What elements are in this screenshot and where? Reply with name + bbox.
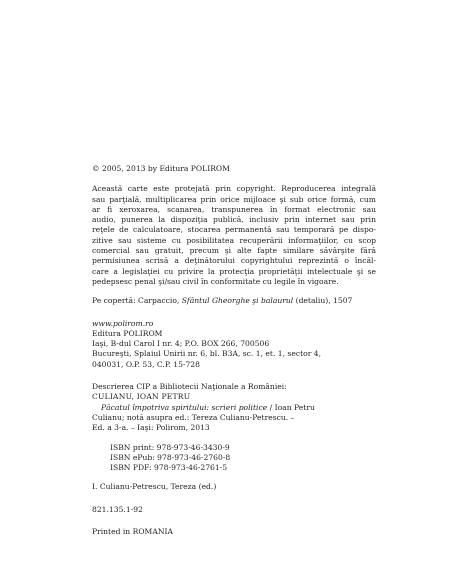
cip-line: Ed. a 3-a. – Iaşi: Polirom, 2013 [92,423,210,433]
protection-line: ar fi xeroxarea, scanarea, transpunerea în format electronic sau [92,204,376,214]
cip-title: Păcatul împotriva spiritului: scrieri politice [101,402,268,412]
publisher-website-link[interactable]: www.polirom.ro [92,318,154,328]
printed-in: Printed in ROMANIA [92,527,173,537]
copyright-text-block [92,164,376,537]
protection-line: Această carte este protejată prin copyright. Reproducerea integrală [92,184,376,194]
protection-line: audio, punerea la dispoziţia publică, inclusiv prin internet sau prin [92,215,376,225]
publisher-name: Editura POLIROM [92,328,163,338]
cip-title-rest: / Ioan Petru [267,402,315,412]
protection-line: sau parţială, multiplicarea prin orice mijloace şi sub orice formă, cum [92,194,376,204]
protection-line: reţele de calculatoare, stocarea permanentă sau temporară pe dispo- [92,225,376,235]
isbn-epub: ISBN ePub: 978-973-46-2760-8 [110,452,231,462]
cip-line: Culianu; notă asupra ed.: Tereza Culianu-Petrescu. – [92,412,295,422]
publisher-info [92,319,376,370]
publisher-address-line: Bucureşti, Splaiul Unirii nr. 6, bl. B3A, sc. 1, et. 1, sector 4, [92,349,321,359]
cip-author: CULIANU, IOAN PETRU [92,392,191,402]
cover-credit-prefix: Pe copertă: Carpaccio, [92,296,182,306]
cip-title-line [92,403,376,413]
cip-description [92,382,376,515]
publisher-address-line: Iaşi, B-dul Carol I nr. 4; P.O. BOX 266, 700506 [92,339,270,349]
protection-line: care a legislaţiei cu privire la protecţia proprietăţii intelectuale şi se [92,266,376,276]
protection-line: comercial sau gratuit, precum şi alte fapte similare săvârşite fără [92,246,376,256]
isbn-print: ISBN print: 978-973-46-3430-9 [110,442,230,452]
protection-line: permisiunea scrisă a deţinătorului copyrightului reprezintă o încăl- [92,256,376,266]
cip-classification: 821.135.1-92 [92,504,143,514]
isbn-pdf: ISBN PDF: 978-973-46-2761-5 [110,463,228,473]
cip-heading: Descrierea CIP a Bibliotecii Naţionale a României: [92,382,287,392]
copyright-protection-paragraph [92,184,376,287]
protection-line: zitive sau sisteme cu posibilitatea recuperării informaţiilor, cu scop [92,235,376,245]
copyright-notice: © 2005, 2013 by Editura POLIROM [92,164,230,173]
protection-line: pedepsesc penal şi/sau civil în conformitate cu legile în vigoare. [92,276,339,286]
cover-credit [92,296,376,306]
cover-artwork-title: Sfântul Gheorghe şi balaurul [181,296,294,306]
publisher-address-line: 040031, O.P. 53, C.P. 15-728 [92,359,200,369]
cover-credit-suffix: (detaliu), 1507 [293,296,353,306]
cip-contributor: I. Culianu-Petrescu, Tereza (ed.) [92,482,217,492]
